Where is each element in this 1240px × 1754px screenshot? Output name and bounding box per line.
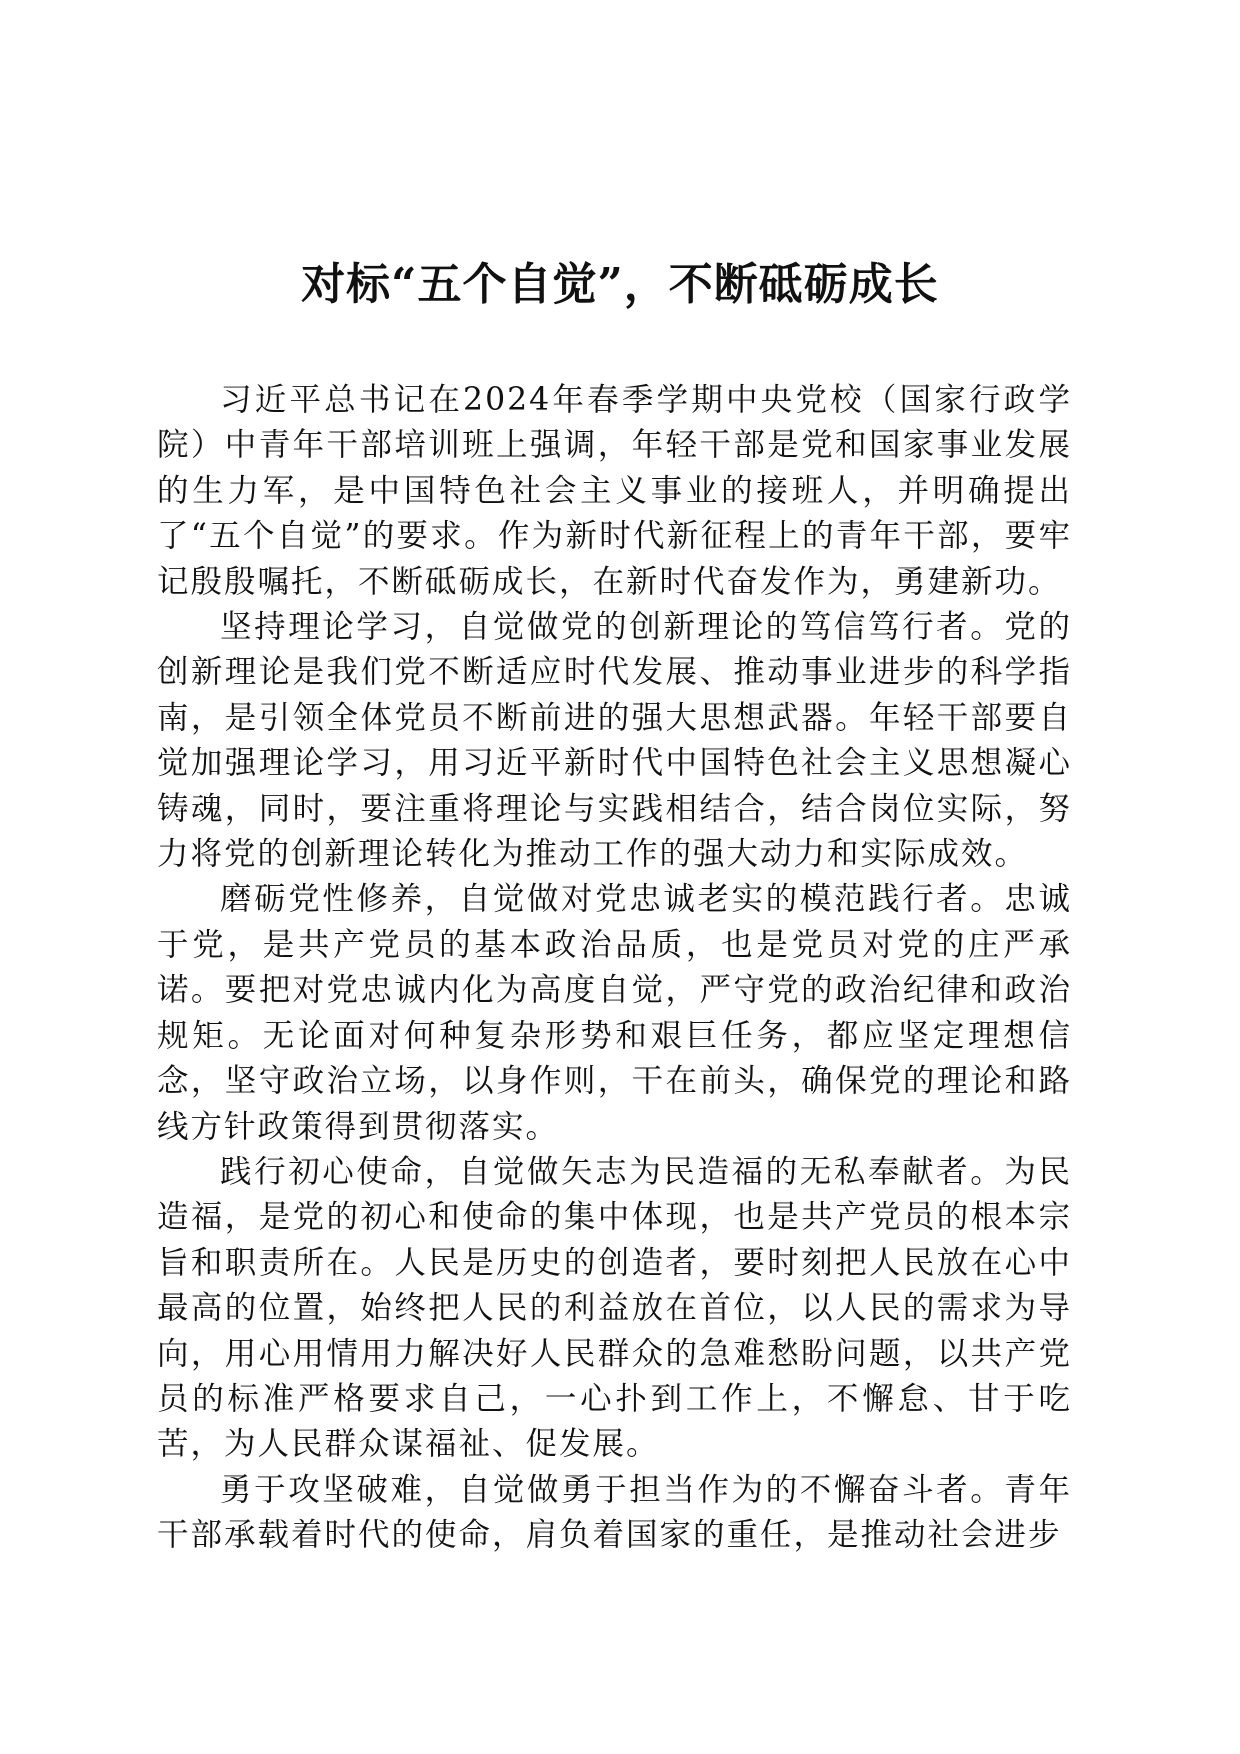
paragraph-overcome-difficulties: 勇于攻坚破难，自觉做勇于担当作为的不懈奋斗者。青年干部承载着时代的使命，肩负着国家的重任，是推动社会进步 [157,1471,1072,1554]
document-title: 对标“五个自觉”，不断砥砺成长 [301,259,939,310]
document-body [157,378,1072,1559]
paragraph-original-mission: 践行初心使命，自觉做矢志为民造福的无私奉献者。为民造福，是党的初心和使命的集中体现，也是共产党员的根本宗旨和职责所在。人民是历史的创造者，要时刻把人民放在心中最高的位置，始终把人民的利益放在首位，以人民的需求为导向，用心用情用力解决好人民群众的急难愁盼问题，以共产党员的标准严格要求自己，一心扑到工作上，不懈怠、甘于吃苦，为人民群众谋福祉、促发展。 [157,1153,1072,1463]
paragraph-intro: 习近平总书记在2024年春季学期中央党校（国家行政学院）中青年干部培训班上强调，年轻干部是党和国家事业发展的生力军，是中国特色社会主义事业的接班人，并明确提出了“五个自觉”的要求。作为新时代新征程上的青年干部，要牢记殷殷嘱托，不断砥砺成长，在新时代奋发作为，勇建新功。 [157,382,1072,600]
paragraph-theory-study: 坚持理论学习，自觉做党的创新理论的笃信笃行者。党的创新理论是我们党不断适应时代发展、推动事业进步的科学指南，是引领全体党员不断前进的强大思想武器。年轻干部要自觉加强理论学习，用习近平新时代中国特色社会主义思想凝心铸魂，同时，要注重将理论与实践相结合，结合岗位实际，努力将党的创新理论转化为推动工作的强大动力和实际成效。 [157,609,1072,873]
paragraph-party-spirit: 磨砺党性修养，自觉做对党忠诚老实的模范践行者。忠诚于党，是共产党员的基本政治品质，也是党员对党的庄严承诺。要把对党忠诚内化为高度自觉，严守党的政治纪律和政治规矩。无论面对何种复杂形势和艰巨任务，都应坚定理想信念，坚守政治立场，以身作则，干在前头，确保党的理论和路线方针政策得到贯彻落实。 [157,881,1072,1145]
